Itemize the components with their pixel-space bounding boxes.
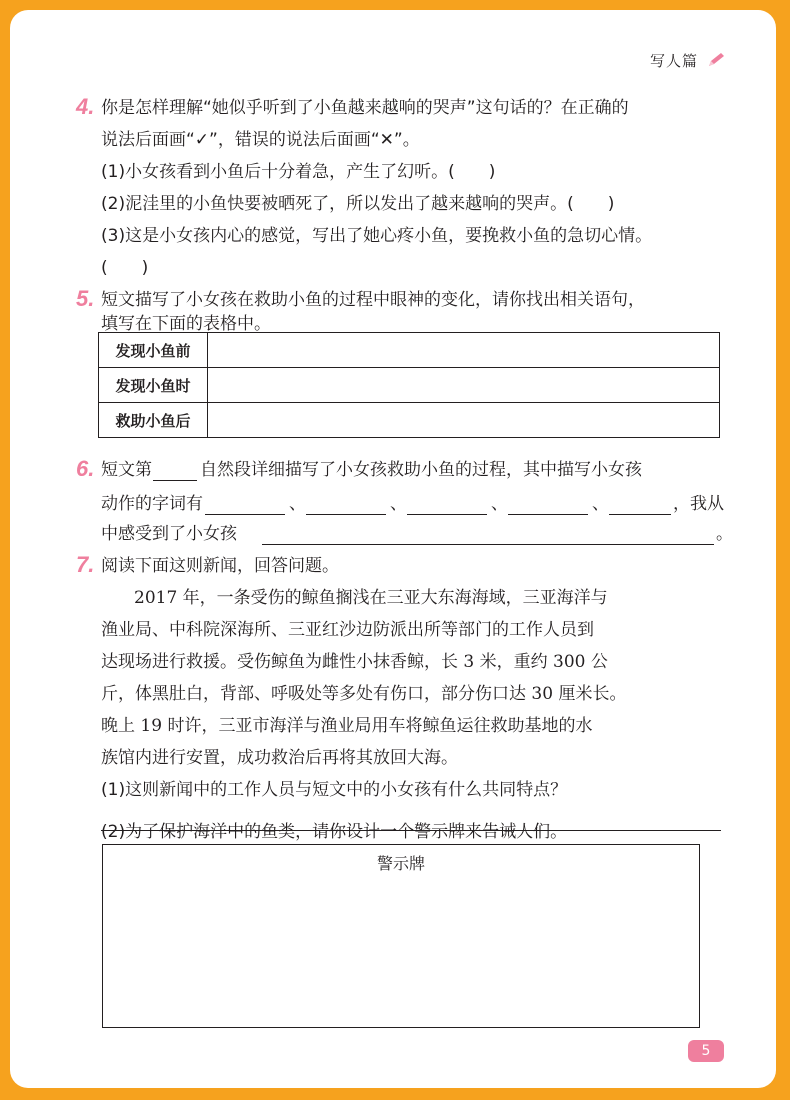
answer-cell[interactable] [208,368,720,403]
q5-line2: 填写在下面的表格中。 [101,314,271,334]
q4-line1: 你是怎样理解“她似乎听到了小鱼越来越响的哭声”这句话的？在正确的 [101,98,629,118]
q6-text-e: 中感受到了小女孩 [101,524,237,544]
q6-blank-word[interactable] [407,514,487,515]
q4-option-3-answer[interactable]: ( ) [101,258,149,278]
table-row [99,333,720,368]
q7-sub1: (1)这则新闻中的工作人员与短文中的小女孩有什么共同特点？ [101,780,568,800]
table-row [99,368,720,403]
q4-number: 4. [76,94,95,119]
answer-cell[interactable] [208,333,720,368]
page-number: 5 [688,1040,724,1062]
q7-number: 7. [76,552,95,577]
q6-text-a: 短文第 [101,460,152,480]
q5-line1: 短文描写了小女孩在救助小鱼的过程中眼神的变化，请你找出相关语句， [101,290,645,310]
q6-blank-word[interactable] [508,514,588,515]
q5-number: 5. [76,286,95,311]
q6-text-d: ，我从 [673,494,724,514]
q6-separator: 、 [592,494,609,514]
q6-blank-word[interactable] [306,514,386,515]
q6-text-b: 自然段详细描写了小女孩救助小鱼的过程，其中描写小女孩 [200,460,642,480]
q6-blank-feeling[interactable] [262,544,714,545]
q7-intro: 阅读下面这则新闻，回答问题。 [101,556,339,576]
q6-separator: 、 [491,494,508,514]
q4-option-3: (3)这是小女孩内心的感觉，写出了她心疼小鱼，要挽救小鱼的急切心情。 [101,226,653,246]
q7-sub2: (2)为了保护海洋中的鱼类，请你设计一个警示牌来告诫人们。 [101,822,568,842]
q4-option-1: (1)小女孩看到小鱼后十分着急，产生了幻听。( ) [101,162,496,182]
row-label: 救助小鱼后 [99,403,208,438]
table-row [99,403,720,438]
news-line: 族馆内进行安置，成功救治后再将其放回大海。 [101,748,458,768]
q4-line2: 说法后面画“✓”，错误的说法后面画“✕”。 [101,130,420,150]
section-title: 写人篇 [650,52,699,70]
q6-number: 6. [76,456,95,481]
news-line: 渔业局、中科院深海所、三亚红沙边防派出所等部门的工作人员到 [101,620,594,640]
row-label: 发现小鱼时 [99,368,208,403]
q4-option-2: (2)泥洼里的小鱼快要被晒死了，所以发出了越来越响的哭声。( ) [101,194,615,214]
news-line: 斤，体黑肚白，背部、呼吸处等多处有伤口，部分伤口达 30 厘米长。 [101,684,627,704]
warning-sign-box[interactable] [102,844,700,1028]
q6-text-c: 动作的字词有 [101,494,203,514]
q6-separator: 、 [289,494,306,514]
news-line: 晚上 19 时许，三亚市海洋与渔业局用车将鲸鱼运往救助基地的水 [101,716,593,736]
gaze-change-table [98,332,720,438]
q6-separator: 、 [390,494,407,514]
news-line: 2017 年，一条受伤的鲸鱼搁浅在三亚大东海海域，三亚海洋与 [134,588,608,608]
q6-blank-word[interactable] [609,514,671,515]
q6-blank-paragraph[interactable] [153,480,197,481]
pencil-icon [706,52,726,68]
row-label: 发现小鱼前 [99,333,208,368]
warning-sign-title: 警示牌 [376,854,425,873]
news-line: 达现场进行救援。受伤鲸鱼为雌性小抹香鲸，长 3 米，重约 300 公 [101,652,608,672]
answer-cell[interactable] [208,403,720,438]
q6-blank-word[interactable] [205,514,285,515]
q6-text-f: 。 [716,524,733,544]
worksheet-page [10,10,776,1088]
